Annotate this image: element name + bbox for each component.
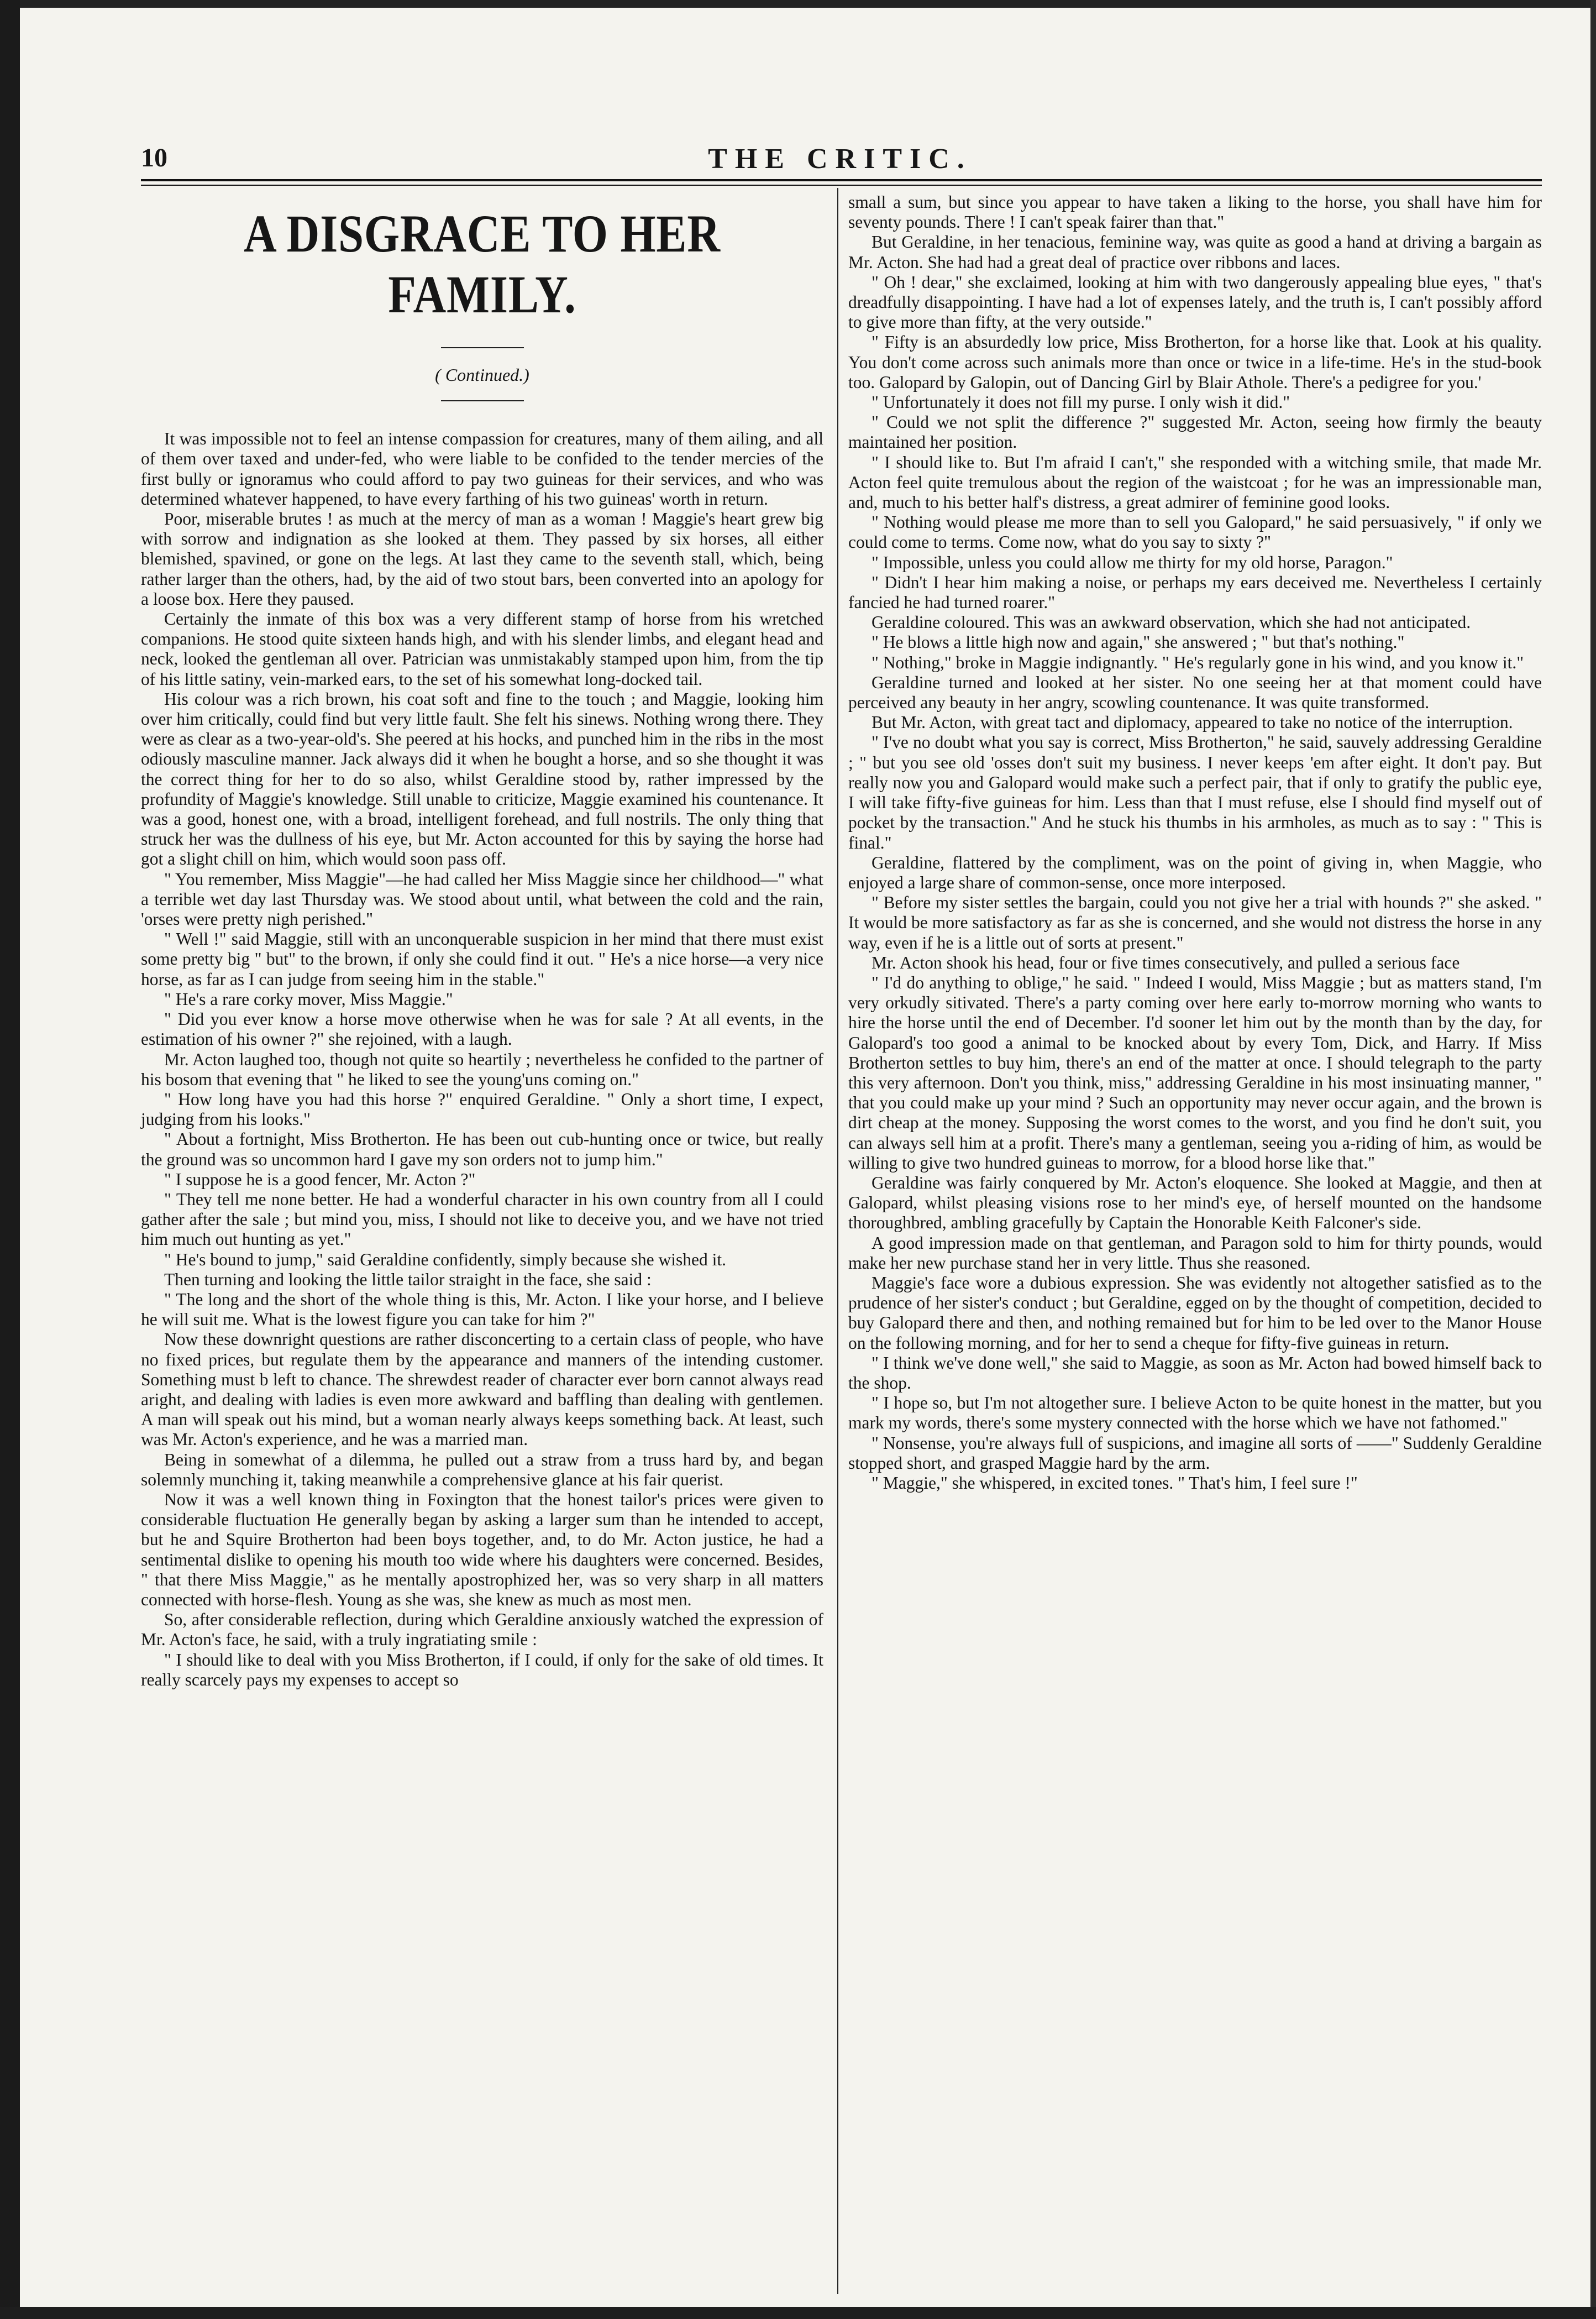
left-column bbox=[141, 192, 823, 1690]
paragraph: " They tell me none better. He had a wonderful character in his own country from all I could gather after the sale ; but mind you, miss, I should not like to deceive you, and we have not tried him much out hunting as yet." bbox=[141, 1189, 823, 1249]
paragraph: Geraldine, flattered by the compliment, was on the point of giving in, when Maggie, who enjoyed a large share of common-sense, once more interposed. bbox=[848, 852, 1542, 892]
column-divider bbox=[837, 188, 838, 2294]
paragraph: " I've no doubt what you say is correct, Miss Brotherton," he said, sauvely addressing Geraldine ; " but you see old 'osses don't suit my business. I never keeps 'em after eight. It don't pay. But really now you and Galopard would make such a perfect pair, that if only to gratify the public eye, I will take fifty-five guineas for him. Less than that I must refuse, else I should find myself out of pocket by the transaction." And he stuck his thumbs in his armholes, as much as to say : " This is final." bbox=[848, 732, 1542, 852]
paragraph: Now it was a well known thing in Foxington that the honest tailor's prices were given to considerable fluctuation He generally began by asking a larger sum than he intended to accept, but he and Squire Brotherton had been boys together, and, to do Mr. Acton justice, he had a sentimental dislike to opening his mouth too wide where his daughters were concerned. Besides, " that there Miss Maggie," as he mentally apostrophized her, was so very sharp in all matters connected with horse-flesh. Young as she was, she knew as much as most men. bbox=[141, 1489, 823, 1609]
paragraph: " Did you ever know a horse move otherwise when he was for sale ? At all events, in the estimation of his owner ?" she rejoined, with a laugh. bbox=[141, 1009, 823, 1049]
right-column bbox=[848, 192, 1542, 1493]
paragraph: " I should like to. But I'm afraid I can't," she responded with a witching smile, that made Mr. Acton feel quite tremulous about the region of the waistcoat ; for he was an impressionable man, and, much to his better half's distress, a great admirer of feminine good looks. bbox=[848, 452, 1542, 512]
paragraph: Geraldine coloured. This was an awkward observation, which she had not anticipated. bbox=[872, 613, 1471, 632]
paragraph: " Could we not split the difference ?" suggested Mr. Acton, seeing how firmly the beauty maintained her position. bbox=[848, 412, 1542, 452]
paragraph: Mr. Acton laughed too, though not quite so heartily ; nevertheless he confided to the partner of his bosom that evening that " he liked to see the young'uns coming on." bbox=[141, 1049, 823, 1089]
paragraph: " He blows a little high now and again," she answered ; " but that's nothing." bbox=[872, 632, 1405, 652]
paragraph: A good impression made on that gentleman, and Paragon sold to him for thirty pounds, would make her new purchase stand her in very little. Thus she reasoned. bbox=[848, 1233, 1542, 1273]
paragraph: Poor, miserable brutes ! as much at the mercy of man as a woman ! Maggie's heart grew big with sorrow and indignation as she looked at them. They passed by six horses, all either blemished, spavined, or gone on the legs. At last they came to the seventh stall, which, being rather larger than the others, had, by the aid of two stout bars, been converted into an apology for a loose box. Here they paused. bbox=[141, 509, 823, 609]
paragraph: But Geraldine, in her tenacious, feminine way, was quite as good a hand at driving a bargain as Mr. Acton. She had had a great deal of practice over ribbons and laces. bbox=[848, 232, 1542, 272]
paragraph: " How long have you had this horse ?" enquired Geraldine. " Only a short time, I expect, judging from his looks." bbox=[141, 1089, 823, 1129]
continued-rule bbox=[441, 400, 524, 401]
running-title: THE CRITIC. bbox=[708, 143, 972, 175]
paragraph: Certainly the inmate of this box was a very different stamp of horse from his wretched companions. He stood quite sixteen hands high, and with his slender limbs, and elegant head and neck, looked the gentleman all over. Patrician was unmistakably stamped upon him, from the tip of his little satiny, vein-marked ears, to the set of his somewhat long-docked tail. bbox=[141, 609, 823, 689]
header-rule bbox=[141, 179, 1542, 181]
paragraph: " You remember, Miss Maggie"—he had called her Miss Maggie since her childhood—" what a terrible wet day last Thursday was. We stood about until, what between the cold and the rain, 'orses were pretty nigh perished." bbox=[141, 869, 823, 929]
right-column-text bbox=[848, 192, 1542, 1493]
paragraph: " I should like to deal with you Miss Brotherton, if I could, if only for the sake of old times. It really scarcely pays my expenses to accept so bbox=[141, 1650, 823, 1689]
paragraph: It was impossible not to feel an intense compassion for creatures, many of them ailing, and all of them over taxed and under-fed, who were liable to be confided to the tender mercies of the first bully or ignoramus who could afford to pay two guineas for their services, and who was determined whatever happened, to have every farthing of his two guineas' worth in return. bbox=[141, 429, 823, 509]
paragraph: His colour was a rich brown, his coat soft and fine to the touch ; and Maggie, looking him over him critically, could find but very little fault. She felt his sinews. Nothing wrong there. They were as clear as a two-year-old's. She peered at his hocks, and punched him in the ribs in the most odiously masculine manner. Jack always did it when he bought a horse, and so she thought it was the correct thing for her to do so also, whilst Geraldine stood by, rather impressed by the profundity of Maggie's knowledge. Still unable to criticize, Maggie examined his countenance. It was a good, honest one, with a broad, intelligent forehead, and full nostrils. The only thing that struck her was the dullness of his eye, but Mr. Acton accounted for this by saying the horse had got a slight chill on him, which would soon pass off. bbox=[141, 689, 823, 869]
paragraph: But Mr. Acton, with great tact and diplomacy, appeared to take no notice of the interruption. bbox=[872, 713, 1513, 732]
paragraph: " Nonsense, you're always full of suspicions, and imagine all sorts of ——" Suddenly Geraldine stopped short, and grasped Maggie hard by the arm. bbox=[848, 1433, 1542, 1473]
paragraph: Geraldine was fairly conquered by Mr. Acton's eloquence. She looked at Maggie, and then at Galopard, whilst pleasing visions rose to her mind's eye, of herself mounted on the handsome thoroughbred, ambling gracefully by Captain the Honorable Keith Falconer's side. bbox=[848, 1172, 1542, 1233]
paragraph: " I'd do anything to oblige," he said. " Indeed I would, Miss Maggie ; but as matters stand, I'm very orkudly sitivated. There's a party coming over here early to-morrow morning who wants to hire the horse until the end of December. I'd sooner let him out by the month than by the day, for Galopard's too good a animal to be knocked about by every Tom, Dick, and Harry. If Miss Brotherton settles to buy him, there's an end of the matter at once. I should telegraph to the party this very afternoon. Don't you think, miss," addressing Geraldine in his most insinuating manner, " that you could make up your mind ? Such an opportunity may never occur again, and the brown is dirt cheap at the money. Supposing the worst comes to the worst, and you find he don't suit, you can always sell him at a profit. There's many a gentleman, seeing you a-riding of him, as would be willing to give two hundred guineas to morrow, for a blood horse like that." bbox=[848, 972, 1542, 1172]
paragraph: Now these downright questions are rather disconcerting to a certain class of people, who have no fixed prices, but regulate them by the appearance and manners of the intending customer. Something must b left to chance. The shrewdest reader of character ever born cannot always read aright, and dealing with ladies is even more awkward and baffling than dealing with gentlemen. A man will speak out his mind, but a woman nearly always keeps something back. At least, such was Mr. Acton's experience, and he was a married man. bbox=[141, 1329, 823, 1449]
paragraph: " Well !" said Maggie, still with an unconquerable suspicion in her mind that there must exist some pretty big " but" to the brown, if only she could find it out. " He's a nice horse—a very nice horse, as far as I can judge from seeing him in the stable." bbox=[141, 929, 823, 989]
paragraph: " He's a rare corky mover, Miss Maggie." bbox=[164, 989, 453, 1009]
scan-top-edge bbox=[0, 0, 1596, 8]
paragraph: " Maggie," she whispered, in excited tones. " That's him, I feel sure !" bbox=[872, 1473, 1358, 1493]
story-title: A DISGRACE TO HER FAMILY. bbox=[244, 204, 721, 324]
paragraph: " Impossible, unless you could allow me thirty for my old horse, Paragon." bbox=[872, 552, 1393, 572]
left-column-text bbox=[141, 429, 823, 1690]
scan-right-edge bbox=[1590, 0, 1596, 2319]
paragraph: " I think we've done well," she said to Maggie, as soon as Mr. Acton had bowed himself back to the shop. bbox=[848, 1353, 1542, 1393]
paragraph: Then turning and looking the little tailor straight in the face, she said : bbox=[164, 1269, 652, 1289]
scan-left-edge bbox=[0, 0, 20, 2319]
paragraph: Mr. Acton shook his head, four or five times consecutively, and pulled a serious face bbox=[872, 952, 1460, 972]
paragraph: " Nothing," broke in Maggie indignantly. " He's regularly gone in his wind, and you know it." bbox=[872, 652, 1524, 672]
paragraph: " Oh ! dear," she exclaimed, looking at him with two dangerously appealing blue eyes, " that's dreadfully disappointing. I have had a lot of expenses lately, and the truth is, I can't possibly afford to give more than fifty, at the very outside." bbox=[848, 272, 1542, 332]
paragraph: " About a fortnight, Miss Brotherton. He has been out cub-hunting once or twice, but really the ground was so uncommon hard I gave my son orders not to jump him." bbox=[141, 1129, 823, 1169]
paragraph: " Unfortunately it does not fill my purse. I only wish it did." bbox=[872, 392, 1290, 412]
paragraph: Geraldine turned and looked at her sister. No one seeing her at that moment could have perceived any beauty in her angry, scowling countenance. It was quite transformed. bbox=[848, 672, 1542, 713]
paragraph: " Before my sister settles the bargain, could you not give her a trial with hounds ?" she asked. " It would be more satisfactory as far as she is concerned, and she would not distress the horse in any way, even if he is a little out of sorts at present." bbox=[848, 893, 1542, 952]
paragraph: " The long and the short of the whole thing is this, Mr. Acton. I like your horse, and I believe he will suit me. What is the lowest figure you can take for him ?" bbox=[141, 1289, 823, 1329]
continued-note: ( Continued.) bbox=[435, 365, 529, 385]
paragraph: " I hope so, but I'm not altogether sure. I believe Acton to be quite honest in the matter, but you mark my words, there's some mystery connected with the horse which we have not fathomed." bbox=[848, 1393, 1542, 1433]
scan-bottom-edge bbox=[0, 2307, 1596, 2319]
header-rule-thin bbox=[141, 185, 1542, 186]
paragraph: " Nothing would please me more than to sell you Galopard," he said persuasively, " if only we could come to terms. Come now, what do you say to sixty ?" bbox=[848, 512, 1542, 552]
paragraph: small a sum, but since you appear to have taken a liking to the horse, you shall have him for seventy pounds. There ! I can't speak fairer than that." bbox=[848, 192, 1542, 232]
paragraph: " Fifty is an absurdedly low price, Miss Brotherton, for a horse like that. Look at his quality. You don't come across such animals more than once or twice in a life-time. He's in the stud-book too. Galopard by Galopin, out of Dancing Girl by Blair Athole. There's a pedigree for you.' bbox=[848, 332, 1542, 392]
paragraph: " He's bound to jump," said Geraldine confidently, simply because she wished it. bbox=[164, 1249, 727, 1269]
paragraph: Maggie's face wore a dubious expression. She was evidently not altogether satisfied as to the prudence of her sister's conduct ; but Geraldine, egged on by the thought of competition, decided to buy Galopard there and then, and nothing remained but for him to be led over to the Manor House on the following morning, and for her to send a cheque for fifty-five guineas in return. bbox=[848, 1273, 1542, 1353]
paragraph: " I suppose he is a good fencer, Mr. Acton ?" bbox=[164, 1169, 476, 1189]
paragraph: So, after considerable reflection, during which Geraldine anxiously watched the expression of Mr. Acton's face, he said, with a truly ingratiating smile : bbox=[141, 1610, 823, 1650]
page-header bbox=[141, 143, 1539, 176]
paragraph: " Didn't I hear him making a noise, or perhaps my ears deceived me. Nevertheless I certainly fancied he had turned roarer." bbox=[848, 572, 1542, 613]
paragraph: Being in somewhat of a dilemma, he pulled out a straw from a truss hard by, and began solemnly munching it, taking meanwhile a comprehensive glance at his fair querist. bbox=[141, 1449, 823, 1489]
title-rule bbox=[441, 347, 524, 348]
page-number: 10 bbox=[141, 143, 167, 172]
